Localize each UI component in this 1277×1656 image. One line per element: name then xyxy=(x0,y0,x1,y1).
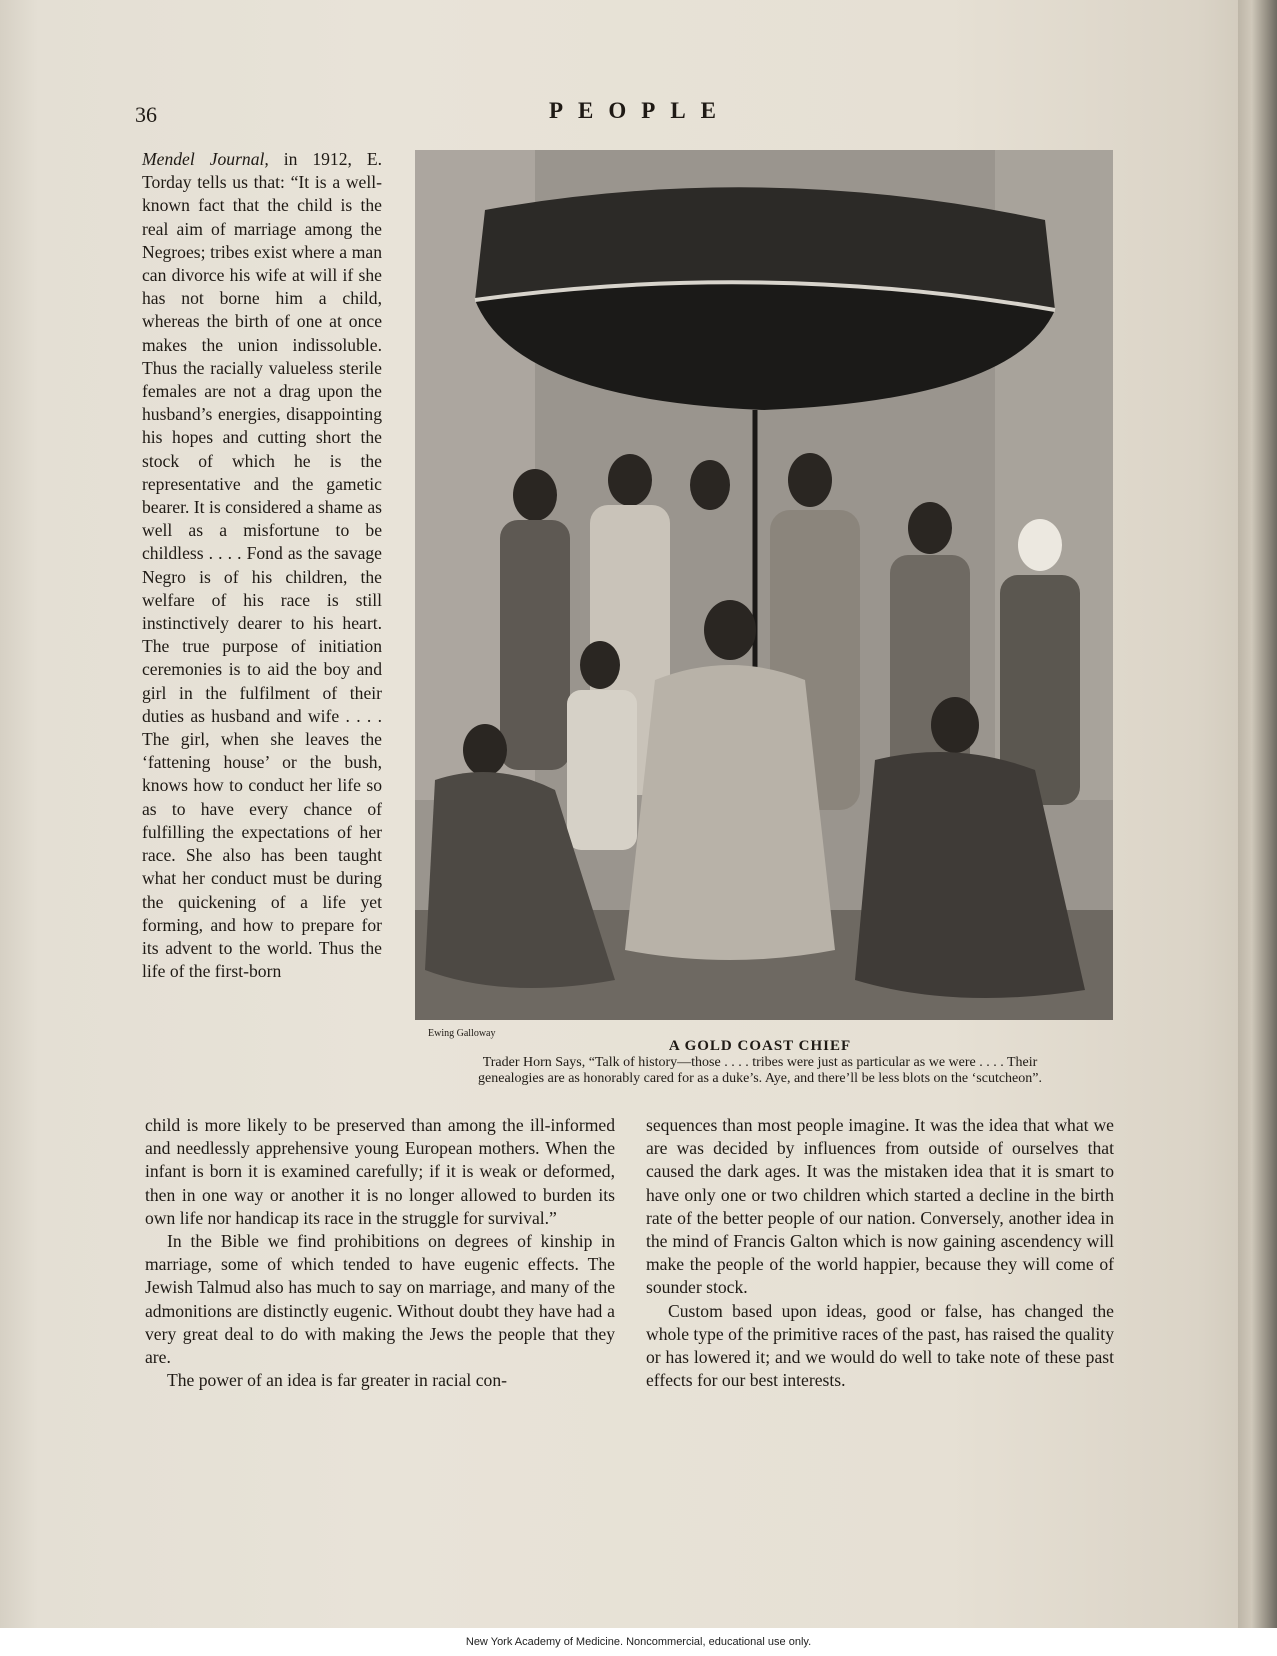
gold-coast-chief-photo xyxy=(415,150,1113,1020)
photo-illustration xyxy=(415,150,1113,1020)
body-paragraph: The power of an idea is far greater in racial con- xyxy=(167,1370,507,1391)
caption-title: A GOLD COAST CHIEF xyxy=(668,1038,852,1054)
body-paragraph: Custom based upon ideas, good or false, has changed the whole type of the primitive races of the past, has raised the quality or has lowered it; and we would do well to take note of these past effects for our best interests. xyxy=(646,1300,1114,1391)
credit-footer: New York Academy of Medicine. Noncommercial, educational use only. xyxy=(465,1636,812,1648)
photo-credit: Ewing Galloway xyxy=(428,1028,496,1039)
body-paragraph: sequences than most people imagine. It was the idea that what we are was decided by influences from outside of ourselves that caused the dark ages. It was the mistaken idea that it is smart to have only one or two children which started a decline in the birth rate of the better people of our nation. Conversely, another idea in the mind of Francis Galton which is now gaining ascendency will make the people of the world happier, because they will come of sounder stock. xyxy=(646,1115,1114,1298)
lower-right-text-column xyxy=(646,1114,1114,1392)
page-number: 36 xyxy=(135,102,157,127)
left-paragraph xyxy=(142,148,382,983)
italic-text: Mendel Journal, xyxy=(142,149,269,169)
caption-text: Trader Horn Says, “Talk of history—those . . . . tribes were just as particular as we were . . . . Their genealogies are as honorably cared for as a duke’s. Aye, and there’ll be less blots on the ‘scutcheon”. xyxy=(478,1055,1042,1086)
footer-strip xyxy=(0,1628,1277,1656)
lower-left-text-column xyxy=(145,1114,615,1392)
body-paragraph: In the Bible we find prohibitions on degrees of kinship in marriage, some of which tended to have eugenic effects. The Jewish Talmud also has much to say on marriage, and many of the admonitions are distinctly eugenic. Without doubt they have had a very great deal to do with making the Jews the people that they are. xyxy=(145,1231,615,1368)
page-fold-shadow xyxy=(1238,0,1277,1628)
body-text: in 1912, E. Torday tells us that: “It is a well-known fact that the child is the real aim of marriage among the Negroes; tribes exist where a man can divorce his wife at will if she has not borne him a child, whereas the birth of one at once makes the union indissoluble. Thus the racially valueless sterile females are not a drag upon the husband’s energies, disappointing his hopes and cutting short the stock of which he is the representative and the gametic bearer. It is considered a shame as well as a misfortune to be childless . . . . Fond as the savage Negro is of his children, the welfare of his race is still instinctively dearer to his heart. The true purpose of initiation ceremonies is to aid the boy and girl in the fulfilment of their duties as husband and wife . . . . The girl, when she leaves the ‘fattening house’ or the bush, knows how to conduct her life so as to have every chance of fulfilling the expectations of her race. She also has been taught what her conduct must be during the quickening of a life yet forming, and how to prepare for its advent to the world. Thus the life of the first-born xyxy=(142,149,382,982)
left-text-column xyxy=(142,148,382,983)
body-paragraph: child is more likely to be preserved than among the ill-informed and needlessly apprehensive young European mothers. When the infant is born it is examined carefully; if it is weak or deformed, then in one way or another it is no longer allowed to burden its own life nor handicap its race in the struggle for survival.” xyxy=(145,1115,615,1228)
running-head: PEOPLE xyxy=(548,98,731,123)
